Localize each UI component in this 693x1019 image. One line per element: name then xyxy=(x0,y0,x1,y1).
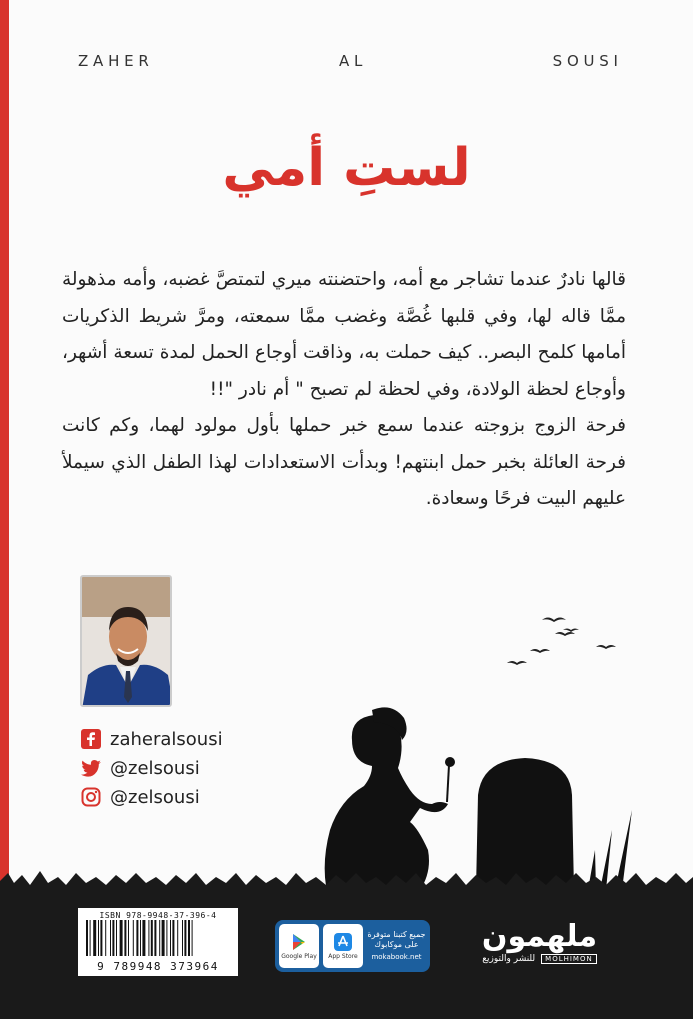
store-caption-text: جميع كتبنا متوفرة على موكابوك xyxy=(367,930,426,949)
facebook-handle: zaheralsousi xyxy=(110,728,223,750)
blurb-text xyxy=(62,262,626,518)
barcode-bar xyxy=(120,920,123,956)
barcode-bar xyxy=(188,920,190,956)
twitter-handle: @zelsousi xyxy=(110,757,200,779)
barcode-bar xyxy=(151,920,153,956)
barcode-bar xyxy=(140,920,141,956)
barcode-bar xyxy=(90,920,91,956)
barcode-bar xyxy=(116,920,117,956)
author-last-name: S O U S I xyxy=(552,52,618,70)
blurb-paragraph-2: فرحة الزوج بزوجته عندما سمع خبر حملها بأول مولود لهما، وكم كانت فرحة العائلة بخبر حمل ابنتهم! وبدأت الاستعدادات لهذا الطفل الذي سيملأ عليهم البيت فرحًا وسعادة. xyxy=(62,415,626,509)
barcode-bar xyxy=(124,920,126,956)
barcode-digits: 9 789948 373964 xyxy=(97,960,219,973)
app-store-label: App Store xyxy=(328,952,358,960)
barcode-bars xyxy=(82,920,234,956)
barcode-bar xyxy=(170,920,171,956)
store-badges[interactable] xyxy=(275,920,430,972)
barcode-bar xyxy=(93,920,96,956)
barcode-bar xyxy=(98,920,99,956)
publisher-subtitle: للنشر والتوزيع xyxy=(482,954,536,964)
isbn-label: ISBN 978-9948-37-396-4 xyxy=(99,911,217,920)
birds-icon xyxy=(507,618,616,666)
barcode-bar xyxy=(154,920,156,956)
publisher-latin-name: MOLHIMON xyxy=(541,954,597,964)
store-caption xyxy=(367,930,426,962)
blurb-paragraph-1: قالها نادرٌ عندما تشاجر مع أمه، واحتضنته ميري لتمتصَّ غضبه، وأمه مذهولة ممَّا قاله لها، وفي قلبها غُصَّة وغضب ممَّا سمعته، ومرَّ شريط الذكريات أمامها كلمح البصر.. كيف حملت به، وذاقت أوجاع الحمل لمدة تسعة أشهر، وأوجاع لحظة الولادة، وفي لحظة لم تصبح " أم نادر "!! xyxy=(62,269,626,400)
barcode-bar xyxy=(142,920,145,956)
barcode-bar xyxy=(182,920,183,956)
google-play-badge[interactable] xyxy=(279,924,319,968)
barcode-bar xyxy=(100,920,102,956)
publisher-subtitle-row xyxy=(452,954,627,964)
author-first-name: Z A H E R xyxy=(78,52,149,70)
barcode-bar xyxy=(128,920,129,956)
author-name xyxy=(78,52,618,70)
publisher-name: ملهمون xyxy=(481,919,598,954)
barcode-bar xyxy=(166,920,167,956)
barcode-bar xyxy=(172,920,174,956)
barcode-bar xyxy=(86,920,88,956)
google-play-icon xyxy=(290,933,308,951)
rose-icon xyxy=(445,757,455,767)
barcode-bar xyxy=(110,920,111,956)
barcode-bar xyxy=(177,920,178,956)
book-title: لستِ أمي xyxy=(222,138,471,198)
instagram-handle: @zelsousi xyxy=(110,786,200,808)
barcode-bar xyxy=(162,920,165,956)
author-middle-name: A L xyxy=(339,52,363,70)
app-store-badge[interactable] xyxy=(323,924,363,968)
barcode-bar xyxy=(133,920,134,956)
barcode-bar xyxy=(159,920,160,956)
publisher-logo xyxy=(452,920,627,976)
barcode-bar xyxy=(184,920,186,956)
barcode-bar xyxy=(112,920,114,956)
google-play-label: Google Play xyxy=(281,952,317,960)
barcode-bar xyxy=(192,920,193,956)
grass-edge xyxy=(0,871,693,893)
barcode-bar xyxy=(105,920,106,956)
app-store-icon xyxy=(334,933,352,951)
barcode-bar xyxy=(148,920,149,956)
kneeling-woman-icon xyxy=(325,707,448,890)
isbn-barcode xyxy=(78,908,238,976)
store-website: mokabook.net xyxy=(371,953,422,961)
barcode-bar xyxy=(136,920,138,956)
